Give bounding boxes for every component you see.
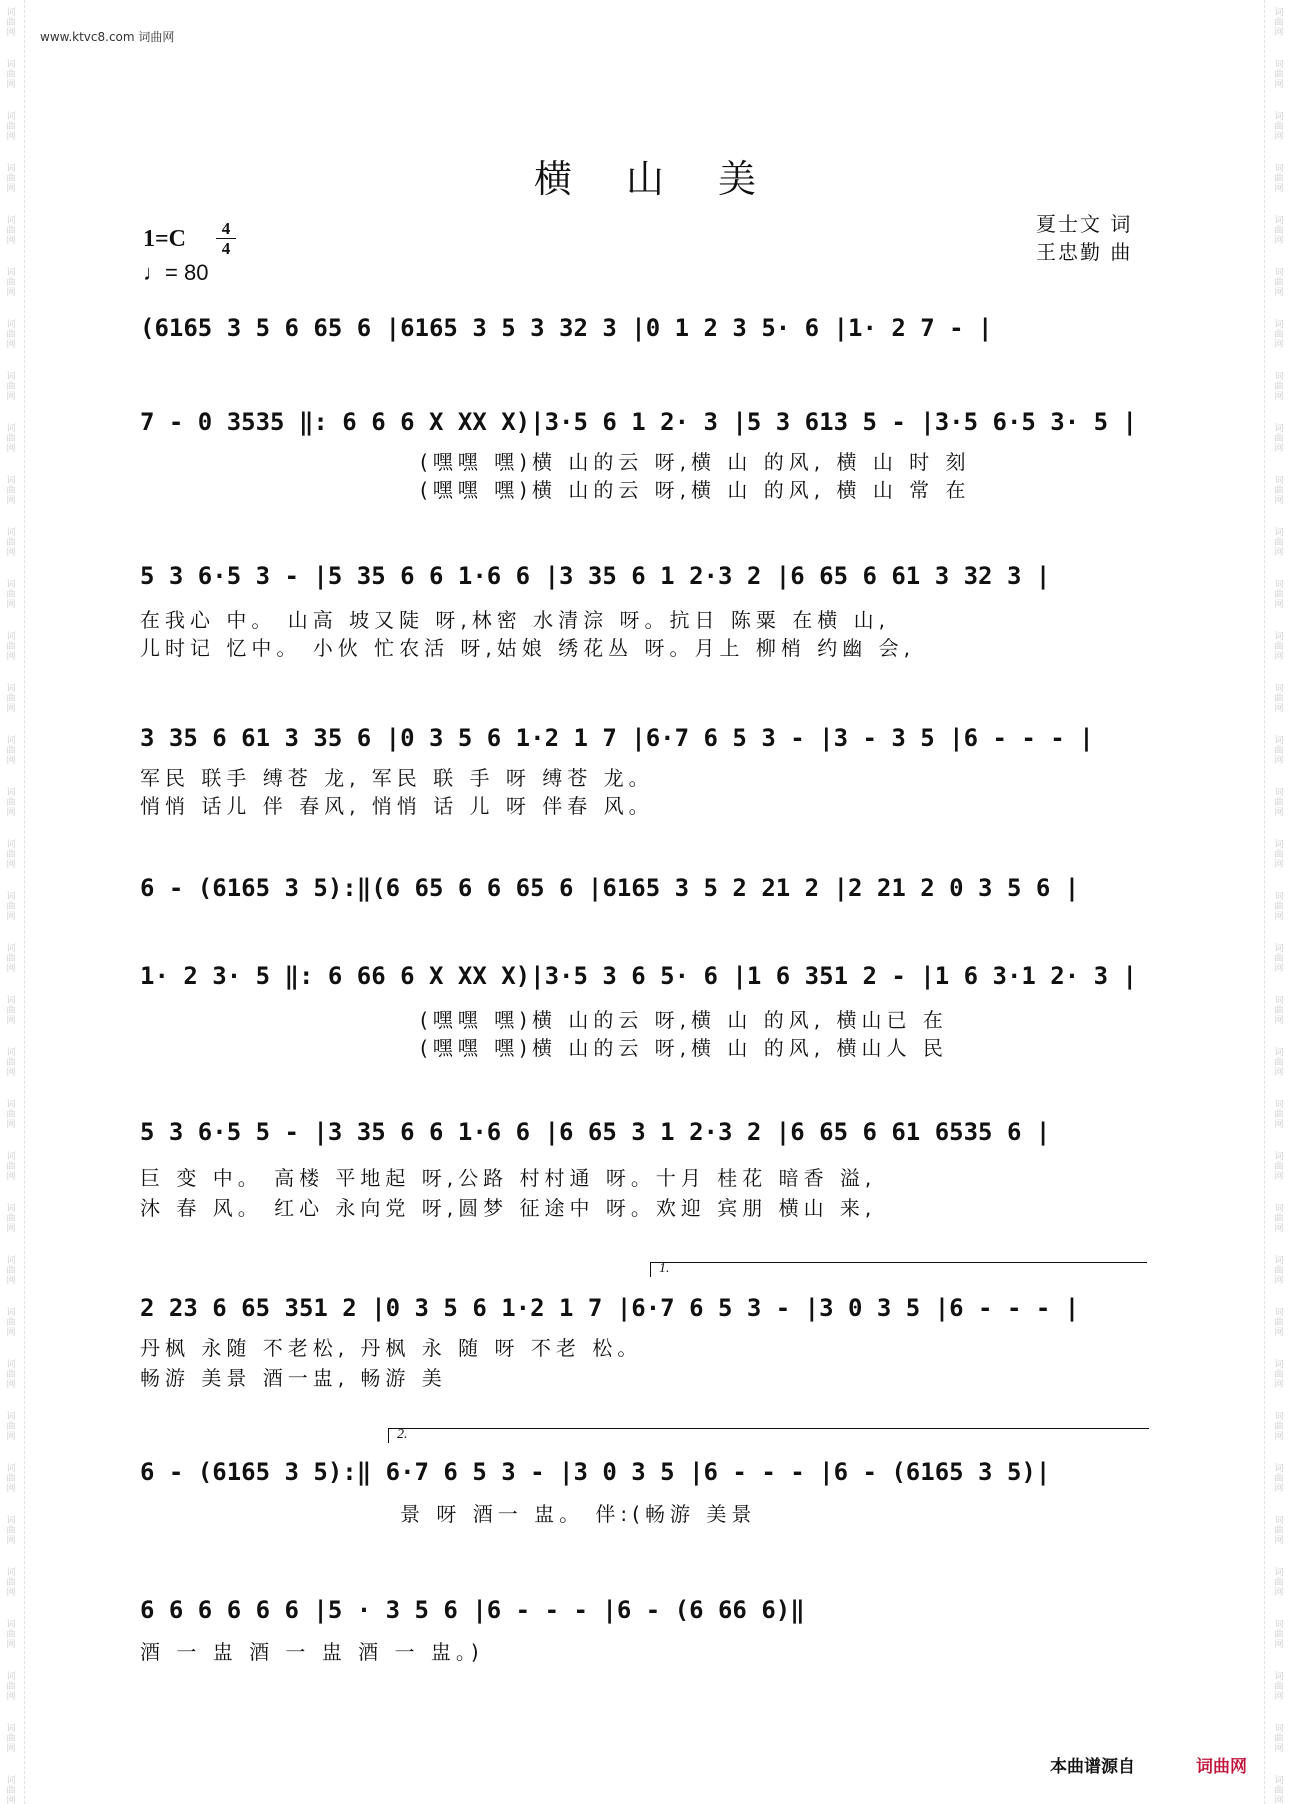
watermark-text: 词 曲 网 bbox=[6, 1672, 16, 1702]
watermark-text: 词 曲 网 bbox=[6, 1100, 16, 1130]
watermark-text: 词 曲 网 bbox=[1274, 1412, 1284, 1442]
score-system-9 bbox=[140, 1452, 1150, 1492]
lyric-verse-1: (嘿嘿 嘿)横 山的云 呀,横 山 的风, 横山已 在 bbox=[420, 1008, 948, 1032]
lyric-verse-2: (嘿嘿 嘿)横 山的云 呀,横 山 的风, 横山人 民 bbox=[420, 1036, 948, 1060]
score-system-1 bbox=[140, 308, 1150, 348]
lyric-verse-1: 军民 联手 缚苍 龙, 军民 联 手 呀 缚苍 龙。 bbox=[140, 766, 654, 790]
watermark-text: 词 曲 网 bbox=[1274, 840, 1284, 870]
lyric-verse-1: 在我心 中。 山高 坡又陡 呀,林密 水清淙 呀。抗日 陈粟 在横 山, bbox=[140, 608, 890, 632]
watermark-text: 词 曲 网 bbox=[1274, 1360, 1284, 1390]
watermark-text: 词 曲 网 bbox=[1274, 684, 1284, 714]
watermark-text: 词 曲 网 bbox=[1274, 1204, 1284, 1234]
notation-line: (6165 3 5 6 65 6 |6165 3 5 3 32 3 |0 1 2 3 5· 6 |1· 2 7 - | bbox=[140, 314, 993, 342]
watermark-text: 词 曲 网 bbox=[1274, 1152, 1284, 1182]
watermark-text: 词 曲 网 bbox=[6, 60, 16, 90]
watermark-text: 词 曲 网 bbox=[1274, 112, 1284, 142]
time-signature-top: 4 bbox=[221, 219, 231, 238]
watermark-text: 词 曲 网 bbox=[6, 268, 16, 298]
notation-line: 6 - (6165 3 5):‖(6 65 6 6 65 6 |6165 3 5 2 21 2 |2 21 2 0 3 5 6 | bbox=[140, 874, 1080, 902]
watermark-text: 词 曲 网 bbox=[6, 8, 16, 38]
score-system-4 bbox=[140, 718, 1150, 758]
watermark-text: 词 曲 网 bbox=[6, 1464, 16, 1494]
watermark-text: 词 曲 网 bbox=[6, 1152, 16, 1182]
watermark-text: 词 曲 网 bbox=[1274, 1464, 1284, 1494]
time-signature-bottom: 4 bbox=[221, 239, 231, 258]
watermark-text: 词 曲 网 bbox=[6, 1776, 16, 1804]
watermark-text: 词 曲 网 bbox=[6, 320, 16, 350]
notation-line: 5 3 6·5 5 - |3 35 6 6 1·6 6 |6 65 3 1 2·3 2 |6 65 6 61 6535 6 | bbox=[140, 1118, 1051, 1146]
first-ending-label: 1. bbox=[659, 1261, 670, 1276]
site-label: www.ktvc8.com 词曲网 bbox=[40, 30, 175, 44]
notation-line: 7 - 0 3535 ‖: 6 6 6 X XX X)|3·5 6 1 2· 3 |5 3 613 5 - |3·5 6·5 3· 5 | bbox=[140, 408, 1137, 436]
watermark-text: 词 曲 网 bbox=[6, 632, 16, 662]
lyric-verse-2: 悄悄 话儿 伴 春风, 悄悄 话 儿 呀 伴春 风。 bbox=[140, 794, 654, 818]
watermark-text: 词 曲 网 bbox=[1274, 1620, 1284, 1650]
lyric-verse-1: 酒 一 盅 酒 一 盅 酒 一 盅。) bbox=[140, 1640, 484, 1664]
watermark-text: 词 曲 网 bbox=[6, 944, 16, 974]
footer-source-label: 本曲谱源自 bbox=[1050, 1757, 1135, 1777]
watermark-text: 词 曲 网 bbox=[6, 1256, 16, 1286]
watermark-text: 词 曲 网 bbox=[1274, 1308, 1284, 1338]
first-ending-bracket bbox=[650, 1262, 1147, 1277]
lyric-verse-1: 景 呀 酒一 盅。 伴:(畅游 美景 bbox=[400, 1502, 757, 1526]
lyric-verse-2: (嘿嘿 嘿)横 山的云 呀,横 山 的风, 横 山 常 在 bbox=[420, 478, 971, 502]
lyric-verse-2: 畅游 美景 酒一盅, 畅游 美 bbox=[140, 1366, 447, 1390]
notation-line: 6 - (6165 3 5):‖ 6·7 6 5 3 - |3 0 3 5 |6 - - - |6 - (6165 3 5)| bbox=[140, 1458, 1051, 1486]
right-guide-line bbox=[1264, 0, 1265, 1804]
watermark-text: 词 曲 网 bbox=[6, 1412, 16, 1442]
watermark-text: 词 曲 网 bbox=[6, 1048, 16, 1078]
watermark-text: 词 曲 网 bbox=[1274, 736, 1284, 766]
watermark-text: 词 曲 网 bbox=[1274, 216, 1284, 246]
time-signature bbox=[216, 220, 236, 257]
notation-line: 3 35 6 61 3 35 6 |0 3 5 6 1·2 1 7 |6·7 6 5 3 - |3 - 3 5 |6 - - - | bbox=[140, 724, 1094, 752]
watermark-text: 词 曲 网 bbox=[1274, 1568, 1284, 1598]
watermark-text: 词 曲 网 bbox=[6, 424, 16, 454]
score-system-6 bbox=[140, 956, 1150, 996]
watermark-text: 词 曲 网 bbox=[6, 840, 16, 870]
watermark-text: 词 曲 网 bbox=[6, 1204, 16, 1234]
watermark-text: 词 曲 网 bbox=[1274, 1100, 1284, 1130]
second-ending-label: 2. bbox=[397, 1427, 408, 1442]
right-watermark-strip bbox=[1268, 0, 1290, 1804]
watermark-text: 词 曲 网 bbox=[6, 580, 16, 610]
watermark-text: 词 曲 网 bbox=[6, 1360, 16, 1390]
score-system-7 bbox=[140, 1112, 1150, 1152]
watermark-text: 词 曲 网 bbox=[6, 1308, 16, 1338]
watermark-text: 词 曲 网 bbox=[1274, 372, 1284, 402]
lyric-verse-1: 丹枫 永随 不老松, 丹枫 永 随 呀 不老 松。 bbox=[140, 1336, 643, 1360]
score-system-2 bbox=[140, 402, 1150, 442]
score-system-3 bbox=[140, 556, 1150, 596]
notation-line: 6 6 6 6 6 6 |5 · 3 5 6 |6 - - - |6 - (6 66 6)‖ bbox=[140, 1596, 805, 1624]
lyric-verse-1: 巨 变 中。 高楼 平地起 呀,公路 村村通 呀。十月 桂花 暗香 溢, bbox=[140, 1166, 877, 1190]
left-watermark-strip bbox=[0, 0, 22, 1804]
watermark-text: 词 曲 网 bbox=[6, 736, 16, 766]
watermark-text: 词 曲 网 bbox=[1274, 476, 1284, 506]
watermark-text: 词 曲 网 bbox=[1274, 788, 1284, 818]
watermark-text: 词 曲 网 bbox=[1274, 996, 1284, 1026]
watermark-text: 词 曲 网 bbox=[1274, 1776, 1284, 1804]
watermark-text: 词 曲 网 bbox=[6, 112, 16, 142]
watermark-text: 词 曲 网 bbox=[1274, 8, 1284, 38]
watermark-text: 词 曲 网 bbox=[6, 892, 16, 922]
footer-brand-link[interactable]: 词曲网 bbox=[1196, 1757, 1247, 1777]
credits bbox=[1036, 210, 1132, 266]
watermark-text: 词 曲 网 bbox=[1274, 892, 1284, 922]
key-signature: 1=C bbox=[143, 226, 187, 252]
watermark-text: 词 曲 网 bbox=[6, 996, 16, 1026]
watermark-text: 词 曲 网 bbox=[6, 684, 16, 714]
watermark-text: 词 曲 网 bbox=[1274, 632, 1284, 662]
lyricist-credit: 夏士文 词 bbox=[1036, 212, 1133, 236]
watermark-text: 词 曲 网 bbox=[6, 1620, 16, 1650]
watermark-text: 词 曲 网 bbox=[6, 372, 16, 402]
watermark-text: 词 曲 网 bbox=[6, 528, 16, 558]
lyric-verse-2: 沐 春 风。 红心 永向党 呀,圆梦 征途中 呀。欢迎 宾朋 横山 来, bbox=[140, 1196, 877, 1220]
watermark-text: 词 曲 网 bbox=[6, 476, 16, 506]
score-system-10 bbox=[140, 1590, 1150, 1630]
watermark-text: 词 曲 网 bbox=[1274, 424, 1284, 454]
watermark-text: 词 曲 网 bbox=[1274, 60, 1284, 90]
song-title: 横山美 bbox=[533, 157, 810, 201]
watermark-text: 词 曲 网 bbox=[1274, 1724, 1284, 1754]
score-system-8 bbox=[140, 1288, 1150, 1328]
watermark-text: 词 曲 网 bbox=[6, 788, 16, 818]
watermark-text: 词 曲 网 bbox=[1274, 1672, 1284, 1702]
watermark-text: 词 曲 网 bbox=[1274, 580, 1284, 610]
composer-credit: 王忠勤 曲 bbox=[1036, 240, 1133, 264]
watermark-text: 词 曲 网 bbox=[1274, 164, 1284, 194]
watermark-text: 词 曲 网 bbox=[6, 1516, 16, 1546]
watermark-text: 词 曲 网 bbox=[1274, 528, 1284, 558]
notation-line: 1· 2 3· 5 ‖: 6 66 6 X XX X)|3·5 3 6 5· 6 |1 6 351 2 - |1 6 3·1 2· 3 | bbox=[140, 962, 1137, 990]
lyric-verse-1: (嘿嘿 嘿)横 山的云 呀,横 山 的风, 横 山 时 刻 bbox=[420, 450, 971, 474]
watermark-text: 词 曲 网 bbox=[1274, 1048, 1284, 1078]
watermark-text: 词 曲 网 bbox=[1274, 1516, 1284, 1546]
notation-line: 2 23 6 65 351 2 |0 3 5 6 1·2 1 7 |6·7 6 5 3 - |3 0 3 5 |6 - - - | bbox=[140, 1294, 1080, 1322]
watermark-text: 词 曲 网 bbox=[1274, 944, 1284, 974]
lyric-verse-2: 儿时记 忆中。 小伙 忙农活 呀,姑娘 绣花丛 呀。月上 柳梢 约幽 会, bbox=[140, 636, 915, 660]
watermark-text: 词 曲 网 bbox=[6, 1568, 16, 1598]
score-system-5 bbox=[140, 868, 1150, 908]
watermark-text: 词 曲 网 bbox=[6, 164, 16, 194]
tempo-marking: ♩= 80 bbox=[143, 260, 209, 285]
watermark-text: 词 曲 网 bbox=[6, 1724, 16, 1754]
watermark-text: 词 曲 网 bbox=[6, 216, 16, 246]
second-ending-bracket bbox=[388, 1428, 1149, 1443]
watermark-text: 词 曲 网 bbox=[1274, 268, 1284, 298]
watermark-text: 词 曲 网 bbox=[1274, 1256, 1284, 1286]
watermark-text: 词 曲 网 bbox=[1274, 320, 1284, 350]
left-guide-line bbox=[24, 0, 25, 1804]
notation-line: 5 3 6·5 3 - |5 35 6 6 1·6 6 |3 35 6 1 2·3 2 |6 65 6 61 3 32 3 | bbox=[140, 562, 1051, 590]
